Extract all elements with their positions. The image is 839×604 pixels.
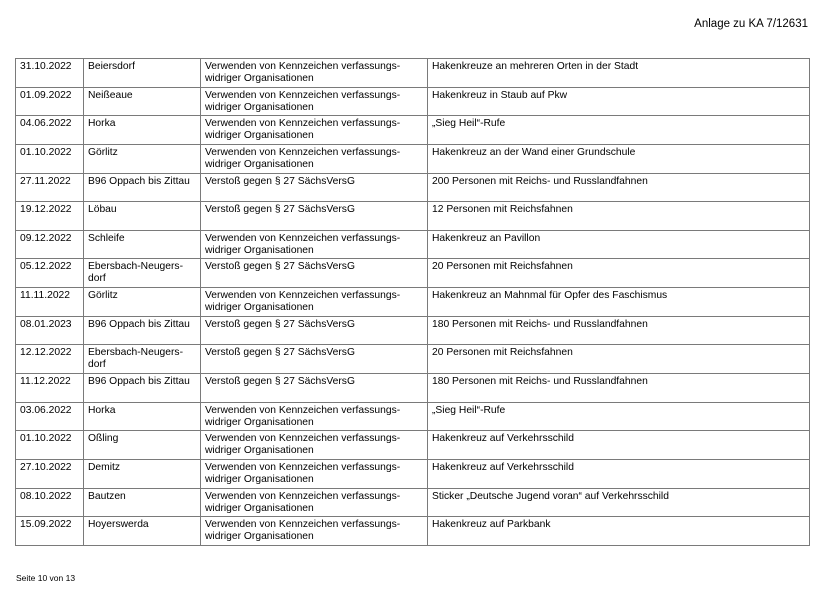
cell-place: B96 Oppach bis Zittau — [84, 173, 201, 202]
cell-date: 31.10.2022 — [16, 59, 84, 88]
cell-description: „Sieg Heil“-Rufe — [428, 116, 810, 145]
cell-date: 08.01.2023 — [16, 316, 84, 345]
cell-date: 01.10.2022 — [16, 431, 84, 460]
cell-date: 11.12.2022 — [16, 374, 84, 403]
cell-description: 180 Personen mit Reichs- und Russlandfahnen — [428, 316, 810, 345]
cell-place: Bautzen — [84, 488, 201, 517]
cell-date: 05.12.2022 — [16, 259, 84, 288]
cell-date: 15.09.2022 — [16, 517, 84, 546]
table-row — [16, 402, 810, 431]
table-row — [16, 517, 810, 546]
cell-description: Hakenkreuz an Pavillon — [428, 230, 810, 259]
cell-place: Schleife — [84, 230, 201, 259]
table-row — [16, 316, 810, 345]
cell-offense: Verstoß gegen § 27 SächsVersG — [201, 202, 428, 231]
cell-description: 12 Personen mit Reichsfahnen — [428, 202, 810, 231]
cell-place: Ebersbach-Neugers-dorf — [84, 345, 201, 374]
cell-offense: Verwenden von Kennzeichen verfassungs-widriger Organisationen — [201, 402, 428, 431]
cell-place: Görlitz — [84, 288, 201, 317]
cell-place: Görlitz — [84, 144, 201, 173]
table-row — [16, 173, 810, 202]
cell-place: Horka — [84, 402, 201, 431]
cell-offense: Verwenden von Kennzeichen verfassungs-widriger Organisationen — [201, 59, 428, 88]
cell-place: Hoyerswerda — [84, 517, 201, 546]
cell-place: Oßling — [84, 431, 201, 460]
cell-description: Hakenkreuze an mehreren Orten in der Stadt — [428, 59, 810, 88]
cell-place: Beiersdorf — [84, 59, 201, 88]
cell-offense: Verstoß gegen § 27 SächsVersG — [201, 173, 428, 202]
cell-place: Horka — [84, 116, 201, 145]
cell-description: 20 Personen mit Reichsfahnen — [428, 259, 810, 288]
cell-offense: Verstoß gegen § 27 SächsVersG — [201, 345, 428, 374]
cell-offense: Verwenden von Kennzeichen verfassungs-widriger Organisationen — [201, 230, 428, 259]
document-reference: Anlage zu KA 7/12631 — [694, 18, 808, 30]
cell-place: B96 Oppach bis Zittau — [84, 316, 201, 345]
cell-offense: Verstoß gegen § 27 SächsVersG — [201, 374, 428, 403]
table-row — [16, 144, 810, 173]
table-row — [16, 374, 810, 403]
cell-date: 19.12.2022 — [16, 202, 84, 231]
cell-place: Neißeaue — [84, 87, 201, 116]
cell-offense: Verwenden von Kennzeichen verfassungs-widriger Organisationen — [201, 459, 428, 488]
cell-description: 180 Personen mit Reichs- und Russlandfahnen — [428, 374, 810, 403]
table-row — [16, 459, 810, 488]
cell-date: 11.11.2022 — [16, 288, 84, 317]
cell-offense: Verstoß gegen § 27 SächsVersG — [201, 259, 428, 288]
cell-description: Sticker „Deutsche Jugend voran“ auf Verkehrsschild — [428, 488, 810, 517]
cell-place: Löbau — [84, 202, 201, 231]
cell-date: 08.10.2022 — [16, 488, 84, 517]
cell-date: 01.10.2022 — [16, 144, 84, 173]
cell-offense: Verstoß gegen § 27 SächsVersG — [201, 316, 428, 345]
cell-date: 27.11.2022 — [16, 173, 84, 202]
cell-place: Ebersbach-Neugers-dorf — [84, 259, 201, 288]
cell-place: Demitz — [84, 459, 201, 488]
cell-description: Hakenkreuz auf Verkehrsschild — [428, 459, 810, 488]
incidents-table-body — [16, 59, 810, 546]
table-row — [16, 87, 810, 116]
cell-date: 27.10.2022 — [16, 459, 84, 488]
cell-description: Hakenkreuz an der Wand einer Grundschule — [428, 144, 810, 173]
cell-description: Hakenkreuz auf Parkbank — [428, 517, 810, 546]
table-row — [16, 431, 810, 460]
incidents-table — [15, 58, 810, 546]
cell-description: 20 Personen mit Reichsfahnen — [428, 345, 810, 374]
table-row — [16, 59, 810, 88]
cell-offense: Verwenden von Kennzeichen verfassungs-widriger Organisationen — [201, 116, 428, 145]
cell-date: 03.06.2022 — [16, 402, 84, 431]
cell-offense: Verwenden von Kennzeichen verfassungs-widriger Organisationen — [201, 431, 428, 460]
cell-offense: Verwenden von Kennzeichen verfassungs-widriger Organisationen — [201, 288, 428, 317]
cell-description: 200 Personen mit Reichs- und Russlandfahnen — [428, 173, 810, 202]
cell-description: „Sieg Heil“-Rufe — [428, 402, 810, 431]
table-row — [16, 345, 810, 374]
cell-description: Hakenkreuz in Staub auf Pkw — [428, 87, 810, 116]
cell-offense: Verwenden von Kennzeichen verfassungs-widriger Organisationen — [201, 87, 428, 116]
table-row — [16, 230, 810, 259]
cell-description: Hakenkreuz an Mahnmal für Opfer des Faschismus — [428, 288, 810, 317]
cell-description: Hakenkreuz auf Verkehrsschild — [428, 431, 810, 460]
cell-offense: Verwenden von Kennzeichen verfassungs-widriger Organisationen — [201, 517, 428, 546]
cell-offense: Verwenden von Kennzeichen verfassungs-widriger Organisationen — [201, 144, 428, 173]
table-row — [16, 288, 810, 317]
table-row — [16, 116, 810, 145]
cell-offense: Verwenden von Kennzeichen verfassungs-widriger Organisationen — [201, 488, 428, 517]
page-number: Seite 10 von 13 — [16, 573, 76, 583]
cell-date: 12.12.2022 — [16, 345, 84, 374]
cell-date: 04.06.2022 — [16, 116, 84, 145]
cell-place: B96 Oppach bis Zittau — [84, 374, 201, 403]
table-row — [16, 259, 810, 288]
table-row — [16, 488, 810, 517]
table-row — [16, 202, 810, 231]
cell-date: 01.09.2022 — [16, 87, 84, 116]
cell-date: 09.12.2022 — [16, 230, 84, 259]
